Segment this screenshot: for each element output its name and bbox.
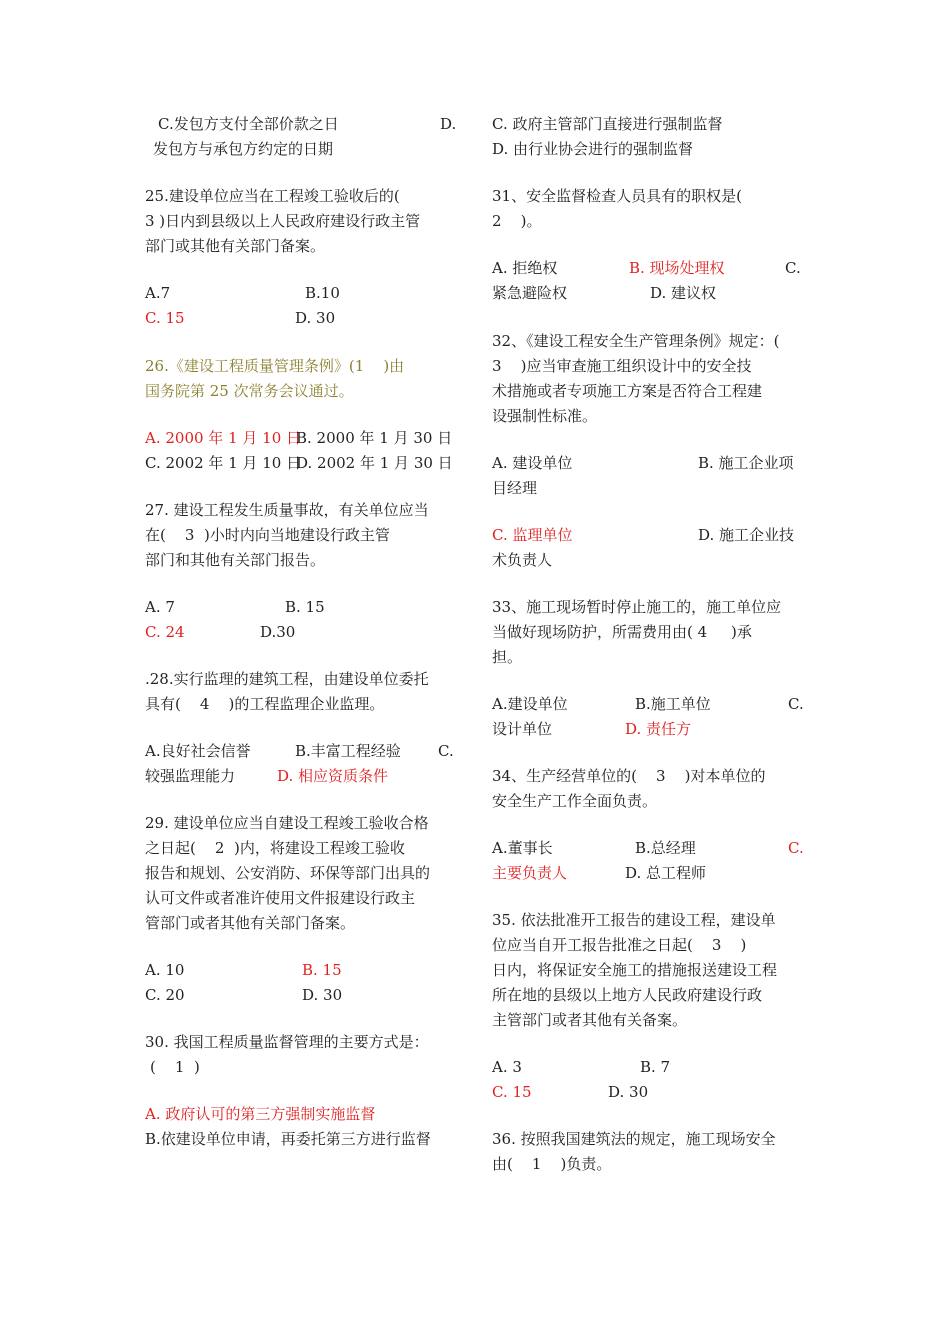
left_lines-text-line: A. 10 [145, 961, 185, 979]
right_lines-text-line: 31、安全监督检查人员具有的职权是( [492, 187, 742, 205]
left_lines-text-line: A. 7 [145, 598, 175, 616]
left_lines-text-line: 认可文件或者准许使用文件报建设行政主 [145, 889, 416, 907]
left_lines-text-line: C. 20 [145, 986, 185, 1004]
right_lines-text-line: 担。 [492, 648, 523, 666]
left_lines-text-line: 国务院第 25 次常务会议通过。 [145, 382, 354, 400]
right_lines-text-line: D. 由行业协会进行的强制监督 [492, 140, 694, 158]
right_lines-text-line: 日内，将保证安全施工的措施报送建设工程 [492, 961, 778, 979]
left_lines-text-line: D. 30 [302, 986, 343, 1004]
right_lines-text-line: 35. 依法批准开工报告的建设工程，建设单 [492, 911, 776, 929]
right_lines-text-line: B. 现场处理权 [629, 259, 725, 277]
left_lines-text-line: D. 2002 年 1 月 30 日 [296, 454, 453, 472]
left_lines-text-line: A. 政府认可的第三方强制实施监督 [145, 1105, 376, 1123]
left_lines-text-line: 管部门或者其他有关部门备案。 [145, 914, 356, 932]
right_lines-text-line: 主管部门或者其他有关备案。 [492, 1011, 688, 1029]
left_lines-text-line: 25.建设单位应当在工程竣工验收后的( [145, 187, 400, 205]
left_lines-text-line: B. 15 [285, 598, 325, 616]
right_lines-text-line: 主要负责人 [492, 864, 568, 882]
right_lines-text-line: 由( 1 )负责。 [492, 1155, 612, 1173]
left_lines-text-line: C.发包方支付全部价款之日 [158, 115, 339, 133]
left_lines-text-line: B.依建设单位申请，再委托第三方进行监督 [145, 1130, 431, 1148]
right_lines-text-line: A.建设单位 [492, 695, 568, 713]
right_lines-text-line: C. [788, 695, 804, 713]
left_lines-text-line: C. 15 [145, 309, 185, 327]
right_lines-text-line: D. 总工程师 [625, 864, 707, 882]
right_lines-text-line: 所在地的县级以上地方人民政府建设行政 [492, 986, 763, 1004]
right_lines-text-line: 术措施或者专项施工方案是否符合工程建 [492, 382, 763, 400]
right_lines-text-line: A.董事长 [492, 839, 553, 857]
right_lines-text-line: 32、《建设工程安全生产管理条例》规定：( [492, 332, 780, 350]
left_lines-text-line: 部门或其他有关部门备案。 [145, 237, 326, 255]
right_lines-text-line: 术负责人 [492, 551, 553, 569]
right_lines-text-line: 目经理 [492, 479, 538, 497]
left_lines-text-line: C. [438, 742, 454, 760]
left_lines-text-line: D.30 [260, 623, 296, 641]
left_lines-text-line: .28.实行监理的建筑工程，由建设单位委托 [145, 670, 429, 688]
left_lines-text-line: 29. 建设单位应当自建设工程竣工验收合格 [145, 814, 429, 832]
right_lines-text-line: D. 30 [608, 1083, 649, 1101]
right_lines-text-line: C. 监理单位 [492, 526, 573, 544]
left_lines-text-line: B. 15 [302, 961, 342, 979]
left_lines-text-line: 部门和其他有关部门报告。 [145, 551, 326, 569]
left_lines-text-line: A. 2000 年 1 月 10 日 [145, 429, 302, 447]
left_lines-text-line: ( 1 ) [150, 1058, 200, 1076]
left_lines-text-line: B.丰富工程经验 [295, 742, 401, 760]
left_lines-text-line: 27. 建设工程发生质量事故，有关单位应当 [145, 501, 429, 519]
left_lines-text-line: A.良好社会信誉 [145, 742, 251, 760]
right_lines-text-line: C. [785, 259, 801, 277]
right_lines-text-line: A. 建设单位 [492, 454, 573, 472]
left_lines-text-line: 26.《建设工程质量管理条例》(1 )由 [145, 357, 405, 375]
left_lines-text-line: C. 24 [145, 623, 185, 641]
right_lines-text-line: B. 7 [640, 1058, 671, 1076]
right_lines-text-line: B.总经理 [635, 839, 696, 857]
right_lines-text-line: 2 )。 [492, 212, 542, 230]
left_lines-text-line: 30. 我国工程质量监督管理的主要方式是： [145, 1033, 429, 1051]
right_lines-text-line: C. 政府主管部门直接进行强制监督 [492, 115, 723, 133]
left_lines-text-line: 之日起( 2 )内，将建设工程竣工验收 [145, 839, 405, 857]
left_lines-text-line: D. [440, 115, 457, 133]
right_lines-text-line: D. 施工企业技 [698, 526, 795, 544]
right_lines-text-line: D. 责任方 [625, 720, 692, 738]
right_lines-text-line: 安全生产工作全面负责。 [492, 792, 658, 810]
right_lines-text-line: B.施工单位 [635, 695, 711, 713]
left_lines-text-line: 发包方与承包方约定的日期 [153, 140, 334, 158]
right_lines-text-line: 33、施工现场暂时停止施工的，施工单位应 [492, 598, 782, 616]
right_lines-text-line: 当做好现场防护，所需费用由( 4 )承 [492, 623, 752, 641]
right_lines-text-line: 位应当自开工报告批准之日起( 3 ) [492, 936, 747, 954]
right_lines-text-line: 设强制性标准。 [492, 407, 598, 425]
right_lines-text-line: B. 施工企业项 [698, 454, 794, 472]
left_lines-text-line: 3 )日内到县级以上人民政府建设行政主管 [145, 212, 421, 230]
left_lines-text-line: 报告和规划、公安消防、环保等部门出具的 [145, 864, 431, 882]
left_lines-text-line: D. 相应资质条件 [277, 767, 389, 785]
right_lines-text-line: 34、生产经营单位的( 3 )对本单位的 [492, 767, 766, 785]
left_lines-text-line: C. 2002 年 1 月 10 日 [145, 454, 302, 472]
right_lines-text-line: A. 拒绝权 [492, 259, 558, 277]
right_lines-text-line: 3 )应当审查施工组织设计中的安全技 [492, 357, 752, 375]
left_lines-text-line: A.7 [145, 284, 171, 302]
right_lines-text-line: 36. 按照我国建筑法的规定，施工现场安全 [492, 1130, 776, 1148]
right_lines-text-line: C. [788, 839, 804, 857]
right_lines-text-line: C. 15 [492, 1083, 532, 1101]
left_lines-text-line: 在( 3 )小时内向当地建设行政主管 [145, 526, 390, 544]
left_lines-text-line: D. 30 [295, 309, 336, 327]
left_lines-text-line: 具有( 4 )的工程监理企业监理。 [145, 695, 385, 713]
left_lines-text-line: B. 2000 年 1 月 30 日 [296, 429, 453, 447]
right_lines-text-line: 设计单位 [492, 720, 553, 738]
left_lines-text-line: B.10 [305, 284, 340, 302]
right_lines-text-line: A. 3 [492, 1058, 522, 1076]
right_lines-text-line: D. 建议权 [650, 284, 717, 302]
left_lines-text-line: 较强监理能力 [145, 767, 236, 785]
right_lines-text-line: 紧急避险权 [492, 284, 568, 302]
